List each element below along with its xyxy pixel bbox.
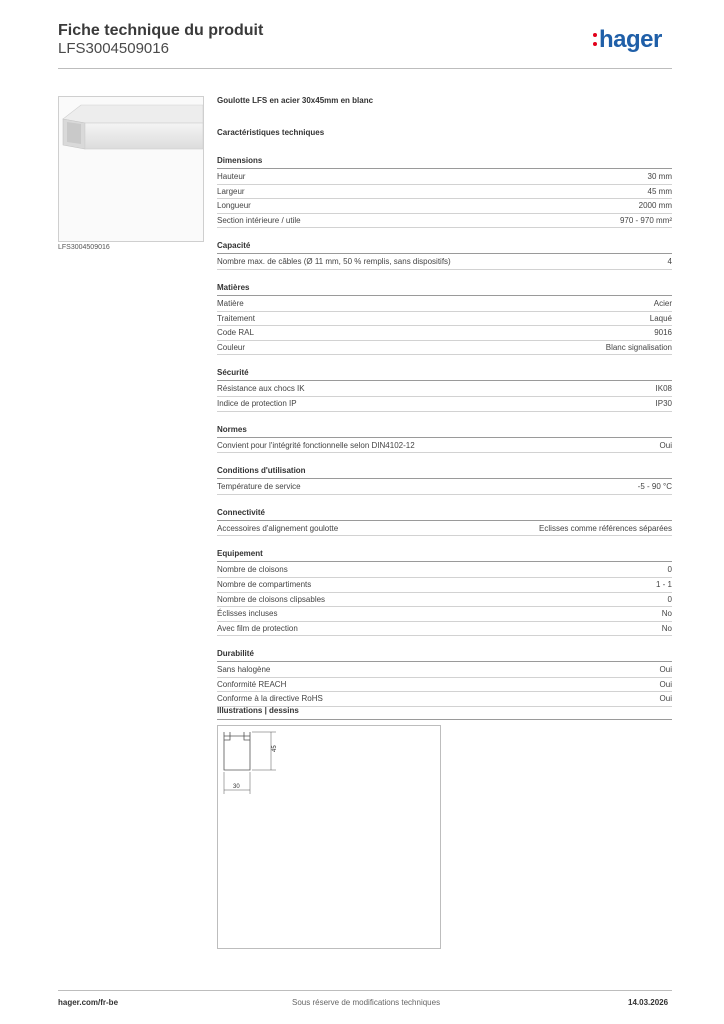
spec-value: Laqué — [649, 313, 672, 323]
spec-sections — [217, 155, 672, 707]
spec-value: 4 — [667, 257, 672, 267]
footer-disclaimer: Sous réserve de modifications techniques — [292, 998, 441, 1007]
spec-label: Longueur — [217, 201, 251, 211]
section-title: Dimensions — [217, 155, 672, 169]
spec-row — [217, 563, 672, 578]
header-divider — [58, 68, 672, 69]
cable-trunking-icon — [59, 97, 203, 241]
spec-value: 2000 mm — [638, 201, 672, 211]
dimension-drawing — [217, 725, 441, 949]
spec-row — [217, 170, 672, 185]
spec-row — [217, 593, 672, 608]
spec-label: Hauteur — [217, 172, 246, 181]
spec-row — [217, 214, 672, 229]
spec-section — [217, 507, 672, 537]
section-title: Equipement — [217, 548, 672, 562]
footer-website: hager.com/fr-be — [58, 998, 119, 1007]
spec-label: Nombre de cloisons — [217, 565, 288, 575]
spec-label: Section intérieure / utile — [217, 215, 301, 225]
spec-value: 970 - 970 mm² — [619, 215, 672, 225]
spec-label: Conforme à la directive RoHS — [217, 694, 323, 704]
spec-row — [217, 297, 672, 312]
spec-label: Couleur — [217, 342, 246, 352]
spec-value: 30 mm — [647, 172, 672, 181]
spec-row — [217, 480, 672, 495]
spec-row — [217, 578, 672, 593]
spec-section — [217, 282, 672, 355]
spec-row — [217, 326, 672, 341]
spec-value: 9016 — [654, 328, 672, 338]
spec-label: Convient pour l'intégrité fonctionnelle selon DIN4102-12 — [217, 440, 415, 450]
spec-label: Nombre de cloisons clipsables — [217, 594, 326, 604]
spec-value: 0 — [667, 594, 672, 604]
spec-row — [217, 255, 672, 270]
spec-value: No — [661, 609, 672, 619]
spec-section — [217, 548, 672, 636]
section-title: Conditions d'utilisation — [217, 465, 672, 479]
spec-value: Oui — [659, 679, 672, 689]
spec-label: Température de service — [217, 482, 301, 492]
spec-section — [217, 240, 672, 270]
spec-label: Nombre de compartiments — [217, 579, 312, 589]
page-title: Fiche technique du produit — [58, 22, 264, 39]
spec-value: Blanc signalisation — [605, 342, 672, 352]
spec-label: Traitement — [217, 313, 255, 323]
spec-row — [217, 607, 672, 622]
logo-dots-icon — [593, 28, 598, 46]
dim-width-label: 30 — [233, 784, 240, 790]
logo-text: hager — [599, 26, 662, 53]
spec-value: IK08 — [655, 384, 672, 394]
illustrations-divider — [217, 719, 672, 720]
spec-value: Eclisses comme références séparées — [539, 523, 672, 533]
section-title: Sécurité — [217, 367, 672, 381]
footer-date: 14.03.2026 — [628, 998, 669, 1007]
spec-row — [217, 522, 672, 537]
spec-value: -5 - 90 °C — [637, 482, 672, 492]
spec-label: Largeur — [217, 186, 245, 196]
section-title: Capacité — [217, 240, 672, 254]
spec-value: Oui — [659, 665, 672, 675]
spec-row — [217, 312, 672, 327]
spec-row — [217, 692, 672, 707]
spec-label: Éclisses incluses — [217, 609, 278, 619]
spec-section — [217, 155, 672, 228]
spec-label: Accessoires d'alignement goulotte — [217, 523, 339, 533]
section-title: Connectivité — [217, 507, 672, 521]
spec-section — [217, 648, 672, 707]
section-title: Matières — [217, 282, 672, 296]
spec-value: 1 - 1 — [655, 579, 672, 589]
product-image — [58, 96, 204, 242]
spec-row — [217, 382, 672, 397]
section-title: Normes — [217, 424, 672, 438]
spec-section — [217, 367, 672, 411]
spec-value: IP30 — [655, 398, 672, 408]
spec-value: Oui — [659, 440, 672, 450]
spec-row — [217, 341, 672, 356]
hager-logo — [593, 28, 662, 52]
product-reference: LFS3004509016 — [58, 40, 169, 57]
spec-row — [217, 663, 672, 678]
illustrations-title: Illustrations | dessins — [217, 706, 299, 715]
spec-row — [217, 439, 672, 454]
spec-row — [217, 199, 672, 214]
cross-section-drawing — [218, 726, 440, 948]
spec-row — [217, 185, 672, 200]
spec-label: Code RAL — [217, 328, 254, 338]
spec-value: Oui — [659, 694, 672, 704]
spec-label: Matière — [217, 298, 244, 308]
specs-column — [217, 96, 672, 719]
footer-divider — [58, 990, 672, 991]
spec-label: Avec film de protection — [217, 623, 298, 633]
spec-value: 0 — [667, 565, 672, 575]
spec-label: Résistance aux chocs IK — [217, 384, 305, 394]
spec-row — [217, 622, 672, 637]
spec-section — [217, 424, 672, 454]
spec-value: 45 mm — [647, 186, 672, 196]
section-title: Durabilité — [217, 648, 672, 662]
spec-row — [217, 397, 672, 412]
spec-value: Acier — [653, 298, 672, 308]
spec-label: Indice de protection IP — [217, 398, 297, 408]
spec-label: Sans halogène — [217, 665, 271, 675]
spec-label: Conformité REACH — [217, 679, 287, 689]
spec-section — [217, 465, 672, 495]
product-name: Goulotte LFS en acier 30x45mm en blanc — [217, 96, 374, 105]
image-caption: LFS3004509016 — [58, 244, 110, 251]
tech-heading: Caractéristiques techniques — [217, 128, 325, 137]
spec-row — [217, 678, 672, 693]
spec-label: Nombre max. de câbles (Ø 11 mm, 50 % remplis, sans dispositifs) — [217, 257, 451, 267]
dim-height-label: 45 — [272, 745, 278, 752]
spec-value: No — [661, 623, 672, 633]
